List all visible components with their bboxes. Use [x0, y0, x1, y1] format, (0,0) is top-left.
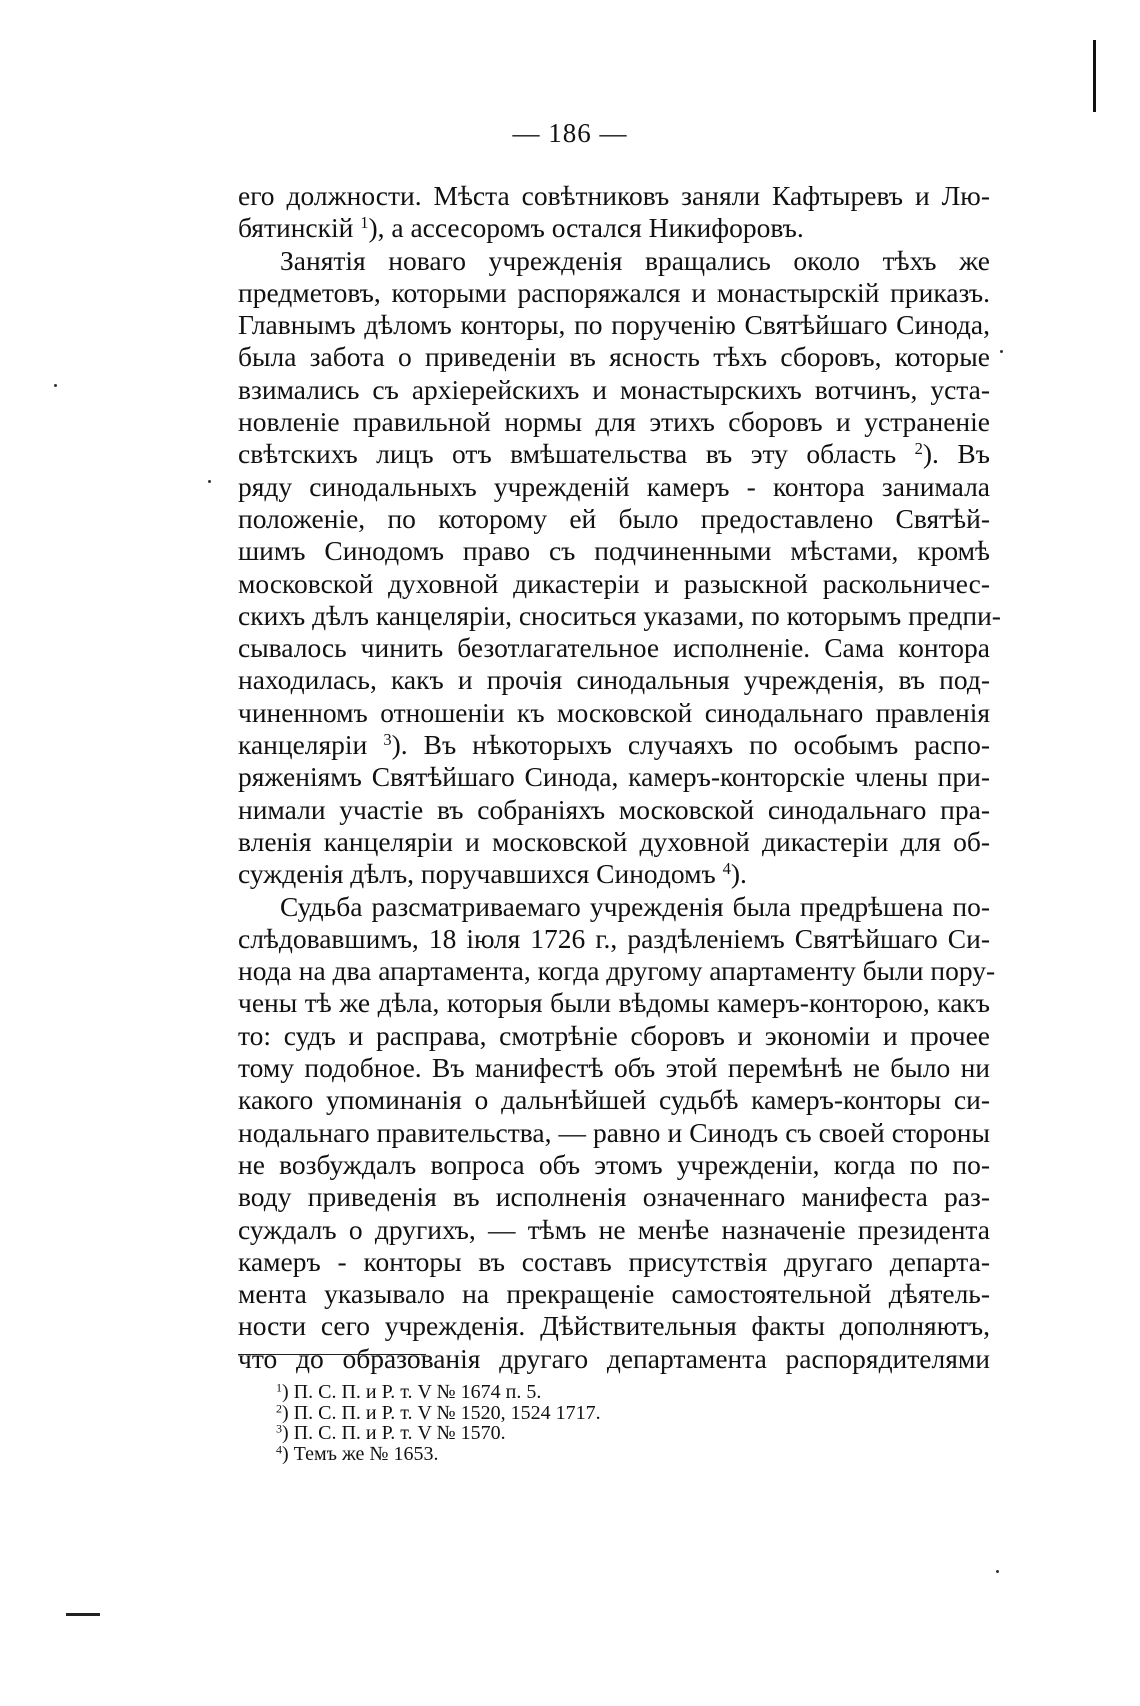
footnote: [276, 1400, 601, 1424]
line-text: ряженіямъ Святѣйшаго Синода, камеръ-конторскіе члены при-: [238, 761, 990, 793]
line-text: предметовъ, которыми распоряжался и монастырскій приказъ.: [238, 276, 990, 308]
text-line: [238, 1052, 990, 1084]
text-line: [238, 1310, 990, 1342]
line-text: шимъ Синодомъ право съ подчиненными мѣстами, кромѣ: [238, 535, 990, 567]
line-text: свѣтскихъ лицъ отъ вмѣшательства въ эту область: [238, 438, 915, 470]
line-text: новленіе правильной нормы для этихъ сборовъ и устраненіе: [238, 406, 990, 438]
line-text: сужденія дѣлъ, поручавшихся Синодомъ: [238, 858, 723, 890]
line-text: бятинскій: [238, 212, 361, 244]
text-line: [238, 987, 990, 1019]
line-text: не возбуждалъ вопроса объ этомъ учрежденіи, когда по по-: [238, 1148, 990, 1180]
line-text-continued: ). Въ: [922, 438, 990, 470]
text-line: [238, 891, 990, 923]
footnote-mark: 2: [276, 1400, 282, 1415]
text-line: [238, 955, 996, 987]
text-line: [238, 503, 990, 535]
text-line: [238, 245, 990, 277]
footnote-divider: [238, 1354, 426, 1355]
text-line: [238, 341, 990, 373]
line-text: ности сего учрежденія. Дѣйствительныя факты дополняютъ,: [238, 1310, 990, 1342]
footnote: [276, 1382, 601, 1403]
line-text: нодальнаго правительства, — равно и Синодъ съ своей стороны: [238, 1116, 990, 1148]
footnote-text: ) Темъ же № 1653.: [282, 1442, 439, 1465]
text-line: [238, 1246, 990, 1278]
text-line: [238, 1117, 990, 1149]
footnote-text: ) П. С. П. и Р. т. V № 1674 п. 5.: [282, 1381, 542, 1403]
line-text: канцеляріи: [238, 729, 384, 761]
margin-speck: [996, 1570, 999, 1573]
text-line: [238, 471, 990, 503]
line-text: воду приведенія въ исполненія означеннаго манифеста раз-: [238, 1181, 990, 1213]
line-text: то: судъ и расправа, смотрѣніе сборовъ и экономіи и прочее: [238, 1019, 990, 1051]
line-text: скихъ дѣлъ канцеляріи, сноситься указами, по которымъ предпи-: [238, 599, 1001, 631]
footnote-mark: 1: [276, 1380, 282, 1395]
footnote-ref: 3: [383, 729, 392, 749]
line-text: слѣдовавшимъ, 18 іюля 1726 г., раздѣленіемъ Святѣйшаго Си-: [238, 922, 990, 954]
line-text: положеніе, по которому ей было предоставлено Святѣй-: [238, 502, 990, 534]
text-line: [238, 1084, 990, 1116]
text-line: [238, 180, 990, 212]
text-line: [238, 535, 990, 567]
text-line: [238, 729, 990, 761]
line-text-continued: ). Въ нѣкоторыхъ случаяхъ по особымъ распо-: [391, 729, 990, 761]
line-text: тому подобное. Въ манифестѣ объ этой перемѣнѣ не было ни: [238, 1052, 990, 1084]
line-text: Занятія новаго учрежденія вращались около тѣхъ же: [280, 244, 990, 276]
text-line: [238, 1020, 990, 1052]
text-line: [238, 794, 990, 826]
line-text: Судьба разсматриваемаго учрежденія была предрѣшена по-: [280, 890, 990, 922]
line-text: мента указывало на прекращеніе самостоятельной дѣятель-: [238, 1278, 990, 1310]
line-text: чены тѣ же дѣла, которыя были вѣдомы камеръ-конторою, какъ: [238, 987, 990, 1019]
text-line: [238, 858, 990, 890]
line-text-continued: ).: [730, 858, 747, 890]
footnote-ref: 1: [360, 213, 369, 233]
text-line: [238, 277, 990, 309]
line-text: чиненномъ отношеніи къ московской синодальнаго правленія: [238, 696, 990, 728]
text-line: [238, 761, 990, 793]
line-text: нода на два апартамента, когда другому апартаменту были пору-: [238, 955, 996, 987]
text-line: [238, 374, 990, 406]
footnote-ref: 4: [722, 859, 731, 879]
line-text: суждалъ о другихъ, — тѣмъ не менѣе назначеніе президента: [238, 1213, 990, 1245]
line-text-continued: ), а ассесоромъ остался Никифоровъ.: [368, 212, 804, 244]
text-line: [238, 1214, 990, 1246]
main-text: [238, 180, 1001, 1375]
margin-speck: [54, 384, 57, 387]
text-line: [238, 1343, 990, 1375]
text-line: [238, 826, 990, 858]
footnote-ref: 2: [914, 439, 923, 459]
line-text: что до образованія другаго департамента распорядителями: [238, 1342, 990, 1374]
text-line: [238, 599, 1001, 632]
text-line: [238, 1149, 990, 1181]
line-text: Главнымъ дѣломъ конторы, по порученію Святѣйшаго Синода,: [238, 309, 990, 341]
footnote: [276, 1441, 601, 1465]
footnote-mark: 4: [276, 1441, 282, 1456]
scan-edge-mark: [1093, 40, 1096, 112]
page-number: — 186 —: [512, 118, 628, 148]
text-line: [238, 632, 990, 664]
scan-edge-mark: [66, 1613, 100, 1616]
line-text: какого упоминанія о дальнѣйшей судьбѣ камеръ-конторы си-: [238, 1084, 990, 1116]
text-line: [238, 697, 990, 729]
text-line: [238, 406, 990, 438]
line-text: ряду синодальныхъ учрежденій камеръ - контора занимала: [238, 470, 990, 502]
footnote-text: ) П. С. П. и Р. т. V № 1520, 1524 1717.: [282, 1401, 601, 1424]
text-line: [238, 1181, 990, 1213]
text-line: [238, 923, 990, 955]
footnotes: [276, 1382, 601, 1464]
line-text: взимались съ архіерейскихъ и монастырскихъ вотчинъ, уста-: [238, 373, 990, 405]
text-line: [238, 309, 990, 341]
line-text: находилась, какъ и прочія синодальныя учрежденія, въ под-: [238, 664, 990, 696]
line-text: сывалось чинить безотлагательное исполненіе. Сама контора: [238, 632, 990, 664]
line-text: его должности. Мѣста совѣтниковъ заняли Кафтыревъ и Лю-: [238, 180, 990, 211]
text-line: [238, 438, 990, 470]
line-text: вленія канцеляріи и московской духовной дикастеріи для об-: [238, 825, 990, 857]
line-text: была забота о приведеніи въ ясность тѣхъ сборовъ, которые: [238, 341, 990, 373]
text-line: [238, 1278, 990, 1310]
footnote: [276, 1423, 601, 1444]
line-text: московской духовной дикастеріи и разыскной раскольничес-: [238, 567, 990, 599]
text-line: [238, 568, 990, 600]
line-text: нимали участіе въ собраніяхъ московской синодальнаго пра-: [238, 793, 990, 825]
footnote-text: ) П. С. П. и Р. т. V № 1570.: [282, 1422, 506, 1444]
margin-speck: [1000, 350, 1003, 353]
margin-speck: [208, 480, 211, 483]
footnote-mark: 3: [276, 1421, 282, 1436]
text-line: [238, 664, 990, 696]
line-text: камеръ - конторы въ составъ присутствія другаго департа-: [238, 1245, 990, 1277]
text-line: [238, 212, 990, 244]
